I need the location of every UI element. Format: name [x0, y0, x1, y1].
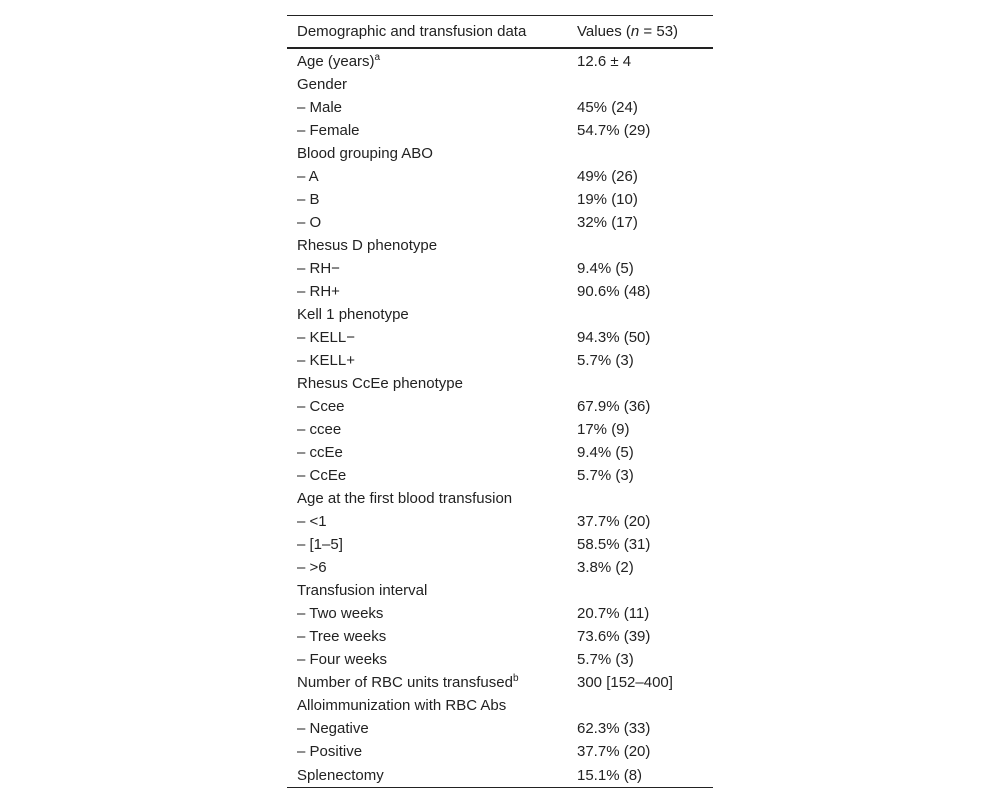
- row-value-cell: 5.7% (3): [577, 352, 634, 369]
- row-label: – >6: [297, 559, 327, 576]
- row-label: Number of RBC units transfused: [297, 674, 513, 691]
- row-label: – RH+: [297, 283, 340, 300]
- row-value-cell: 19% (10): [577, 191, 638, 208]
- row-value-cell: 37.7% (20): [577, 513, 651, 530]
- table-row: [287, 533, 713, 556]
- table-row: [287, 464, 713, 487]
- row-label-cell: [287, 441, 567, 464]
- row-label-cell: [287, 579, 567, 602]
- row-label-cell: [287, 211, 567, 234]
- row-value-cell: 17% (9): [577, 421, 630, 438]
- row-label: – Negative: [297, 720, 369, 737]
- row-label: – RH−: [297, 260, 340, 277]
- row-label-cell: [287, 648, 567, 671]
- table-row: [287, 142, 713, 165]
- row-value-cell: 62.3% (33): [577, 720, 651, 737]
- row-label-cell: [287, 372, 567, 395]
- row-value-cell: 54.7% (29): [577, 122, 651, 139]
- row-label-cell: [287, 165, 567, 188]
- table-row: [287, 211, 713, 234]
- row-label-cell: [287, 717, 567, 740]
- row-value-cell: 9.4% (5): [577, 444, 634, 461]
- row-label-cell: [287, 487, 567, 510]
- table-row: [287, 188, 713, 211]
- row-label-cell: [287, 280, 567, 303]
- row-value-cell: 12.6 ± 4: [577, 53, 632, 70]
- row-label-cell: [287, 234, 567, 257]
- row-value-cell: [567, 73, 713, 96]
- table-row: [287, 326, 713, 349]
- row-label-cell: [287, 188, 567, 211]
- row-label: – KELL+: [297, 352, 355, 369]
- row-value-cell: 20.7% (11): [577, 605, 650, 622]
- table-row: [287, 602, 713, 625]
- row-label-cell: [287, 694, 567, 717]
- data-table-container: [287, 15, 713, 788]
- table-row: [287, 763, 713, 788]
- table-row: [287, 717, 713, 740]
- row-value-cell: [567, 579, 713, 602]
- row-label: Splenectomy: [297, 766, 384, 784]
- row-label: – CcEe: [297, 467, 347, 484]
- row-label: – <1: [297, 513, 327, 530]
- row-label: – [1–5]: [297, 536, 343, 553]
- row-value-cell: 15.1% (8): [567, 763, 713, 788]
- table-row: [287, 234, 713, 257]
- table-row: [287, 257, 713, 280]
- row-value-cell: [567, 487, 713, 510]
- table-row: [287, 48, 713, 73]
- row-label: – Two weeks: [297, 605, 384, 622]
- row-label: Gender: [297, 76, 348, 93]
- row-label: – A: [297, 168, 319, 185]
- row-label-cell: [287, 418, 567, 441]
- row-label-cell: [287, 96, 567, 119]
- row-label-cell: [287, 303, 567, 326]
- row-value-cell: [567, 372, 713, 395]
- row-value-cell: 37.7% (20): [577, 743, 651, 760]
- table-row: [287, 280, 713, 303]
- row-value-cell: 9.4% (5): [577, 260, 634, 277]
- table-header: [287, 16, 713, 49]
- row-value-cell: 300 [152–400]: [577, 674, 673, 691]
- header-row: [287, 16, 713, 49]
- row-label-cell: [287, 740, 567, 763]
- row-label: – KELL−: [297, 329, 355, 346]
- row-label: Alloimmunization with RBC Abs: [297, 697, 507, 714]
- row-label: – ccEe: [297, 444, 343, 461]
- table-row: [287, 625, 713, 648]
- table-row: [287, 349, 713, 372]
- row-label-cell: [287, 257, 567, 280]
- footnote-marker: a: [374, 52, 381, 63]
- table-row: [287, 487, 713, 510]
- row-label: Age at the first blood transfusion: [297, 490, 513, 507]
- row-label: – ccee: [297, 421, 342, 438]
- table-row: [287, 418, 713, 441]
- row-value-cell: 49% (26): [577, 168, 638, 185]
- table-row: [287, 579, 713, 602]
- row-label: – Four weeks: [297, 651, 388, 668]
- row-value-cell: [567, 303, 713, 326]
- row-value-cell: 45% (24): [577, 99, 638, 116]
- demographic-transfusion-table: [287, 15, 713, 788]
- footnote-marker: b: [512, 673, 519, 684]
- row-label: – Female: [297, 122, 360, 139]
- table-row: [287, 510, 713, 533]
- row-value-cell: 5.7% (3): [577, 467, 634, 484]
- row-label-cell: [287, 464, 567, 487]
- row-label-cell: [287, 533, 567, 556]
- table-row: [287, 119, 713, 142]
- row-value-cell: [567, 234, 713, 257]
- row-value-cell: 90.6% (48): [577, 283, 651, 300]
- row-value-cell: 3.8% (2): [577, 559, 634, 576]
- row-label: Age (years): [297, 53, 375, 70]
- row-value-cell: 58.5% (31): [577, 536, 651, 553]
- row-label-cell: [287, 73, 567, 96]
- table-row: [287, 694, 713, 717]
- row-label-cell: [287, 510, 567, 533]
- row-value-cell: [567, 142, 713, 165]
- row-label-cell: [287, 671, 567, 694]
- table-body: [287, 48, 713, 788]
- table-row: [287, 740, 713, 763]
- row-value-cell: 32% (17): [577, 214, 638, 231]
- row-label: – B: [297, 191, 320, 208]
- table-row: [287, 395, 713, 418]
- header-values-prefix: Values (: [577, 23, 631, 40]
- row-value-cell: 94.3% (50): [577, 329, 651, 346]
- row-label: Rhesus CcEe phenotype: [297, 375, 463, 392]
- table-row: [287, 303, 713, 326]
- row-label: – Male: [297, 99, 343, 116]
- row-label-cell: [287, 556, 567, 579]
- row-label: – Ccee: [297, 398, 345, 415]
- header-col-demographic: Demographic and transfusion data: [287, 16, 567, 49]
- row-label: Rhesus D phenotype: [297, 237, 438, 254]
- table-row: [287, 441, 713, 464]
- row-label-cell: [287, 142, 567, 165]
- row-label: – Positive: [297, 743, 363, 760]
- row-label: – Tree weeks: [297, 628, 387, 645]
- row-label-cell: [287, 763, 567, 788]
- row-value-cell: [567, 694, 713, 717]
- table-row: [287, 372, 713, 395]
- row-label-cell: [287, 395, 567, 418]
- table-row: [287, 648, 713, 671]
- row-label: Transfusion interval: [297, 582, 428, 599]
- row-value-cell: 5.7% (3): [577, 651, 634, 668]
- table-row: [287, 671, 713, 694]
- row-label: – O: [297, 214, 322, 231]
- row-label-cell: [287, 625, 567, 648]
- table-row: [287, 165, 713, 188]
- header-values-suffix: = 53): [639, 23, 679, 40]
- row-label-cell: [287, 602, 567, 625]
- row-label-cell: [287, 326, 567, 349]
- row-label-cell: [287, 119, 567, 142]
- table-row: [287, 73, 713, 96]
- row-label: Kell 1 phenotype: [297, 306, 409, 323]
- row-label-cell: [287, 349, 567, 372]
- header-values-n: n: [630, 23, 640, 40]
- row-value-cell: 73.6% (39): [577, 628, 651, 645]
- row-label: Blood grouping ABO: [297, 145, 433, 162]
- table-row: [287, 96, 713, 119]
- table-row: [287, 556, 713, 579]
- header-col-values: [567, 16, 713, 49]
- row-value-cell: 67.9% (36): [577, 398, 651, 415]
- row-label-cell: [287, 48, 567, 73]
